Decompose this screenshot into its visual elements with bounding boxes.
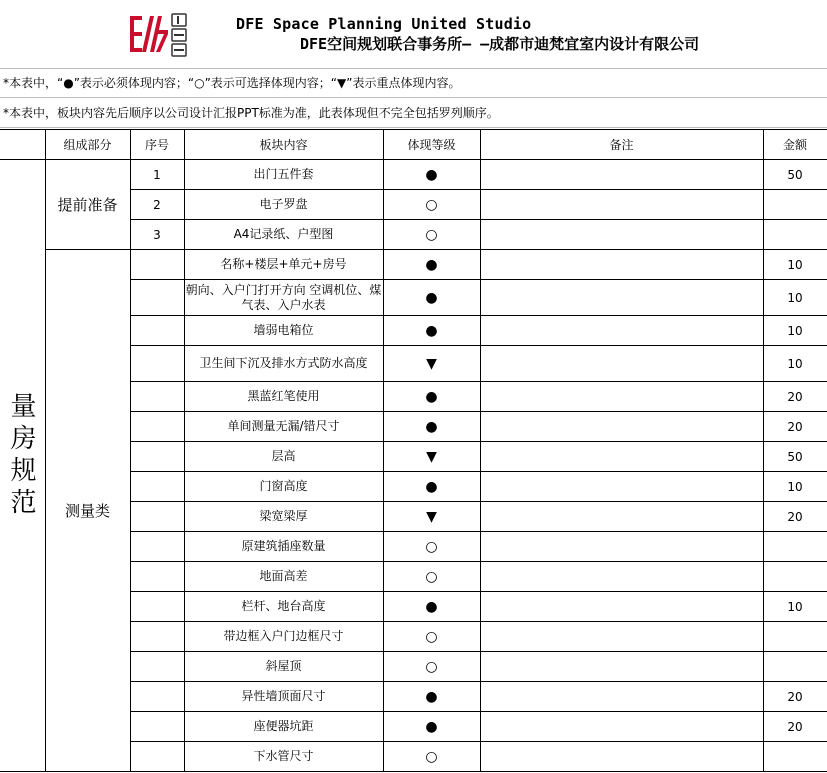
row-number xyxy=(130,382,184,412)
header-no: 序号 xyxy=(130,130,184,160)
row-grade: ● xyxy=(383,382,480,412)
header-remark: 备注 xyxy=(480,130,763,160)
row-grade: ▼ xyxy=(383,502,480,532)
row-content: 梁宽梁厚 xyxy=(184,502,383,532)
row-amount xyxy=(763,562,827,592)
row-content: 单间测量无漏/错尺寸 xyxy=(184,412,383,442)
row-grade: ○ xyxy=(383,220,480,250)
row-content: 原建筑插座数量 xyxy=(184,532,383,562)
row-content: 名称+楼层+单元+房号 xyxy=(184,250,383,280)
row-amount: 10 xyxy=(763,472,827,502)
row-grade: ○ xyxy=(383,562,480,592)
row-number: 2 xyxy=(130,190,184,220)
row-number xyxy=(130,472,184,502)
row-number xyxy=(130,652,184,682)
row-content: 带边框入户门边框尺寸 xyxy=(184,622,383,652)
row-grade: ● xyxy=(383,472,480,502)
row-content: 异性墙顶面尺寸 xyxy=(184,682,383,712)
row-amount xyxy=(763,190,827,220)
row-remark xyxy=(480,412,763,442)
row-amount: 10 xyxy=(763,250,827,280)
table-row xyxy=(0,250,827,280)
row-content: 卫生间下沉及排水方式防水高度 xyxy=(184,346,383,382)
row-content: 黑蓝红笔使用 xyxy=(184,382,383,412)
row-grade: ● xyxy=(383,316,480,346)
row-amount: 20 xyxy=(763,712,827,742)
order-note: *本表中，板块内容先后顺序以公司设计汇报PPT标准为准，此表体现但不完全包括罗列顺序。 xyxy=(0,99,827,128)
row-grade: ● xyxy=(383,250,480,280)
row-remark xyxy=(480,712,763,742)
row-grade: ● xyxy=(383,712,480,742)
row-content: 地面高差 xyxy=(184,562,383,592)
title-chinese: DFE空间规划联合事务所— —成都市迪梵宜室内设计有限公司 xyxy=(300,35,700,53)
table-body xyxy=(0,160,827,772)
row-remark xyxy=(480,190,763,220)
row-amount: 50 xyxy=(763,160,827,190)
row-number xyxy=(130,532,184,562)
header-amount: 金额 xyxy=(763,130,827,160)
row-remark xyxy=(480,280,763,316)
row-amount: 20 xyxy=(763,502,827,532)
row-remark xyxy=(480,562,763,592)
row-grade: ○ xyxy=(383,532,480,562)
row-content: 下水管尺寸 xyxy=(184,742,383,772)
row-grade: ● xyxy=(383,592,480,622)
row-remark xyxy=(480,442,763,472)
company-logo xyxy=(128,12,190,58)
row-remark xyxy=(480,502,763,532)
row-number xyxy=(130,442,184,472)
row-grade: ○ xyxy=(383,190,480,220)
header-content: 板块内容 xyxy=(184,130,383,160)
row-remark xyxy=(480,592,763,622)
row-remark xyxy=(480,220,763,250)
row-content: 栏杆、地台高度 xyxy=(184,592,383,622)
header-blank xyxy=(0,130,45,160)
row-grade: ○ xyxy=(383,652,480,682)
document-header xyxy=(0,0,827,69)
row-grade: ● xyxy=(383,682,480,712)
row-content: 墙弱电箱位 xyxy=(184,316,383,346)
row-amount xyxy=(763,622,827,652)
row-remark xyxy=(480,316,763,346)
header-part: 组成部分 xyxy=(45,130,130,160)
row-number xyxy=(130,742,184,772)
header-grade: 体现等级 xyxy=(383,130,480,160)
row-grade: ○ xyxy=(383,622,480,652)
row-amount: 20 xyxy=(763,412,827,442)
row-remark xyxy=(480,652,763,682)
row-remark xyxy=(480,472,763,502)
row-grade: ▼ xyxy=(383,346,480,382)
row-content: 层高 xyxy=(184,442,383,472)
row-amount xyxy=(763,220,827,250)
row-amount: 20 xyxy=(763,382,827,412)
row-amount xyxy=(763,532,827,562)
row-amount: 20 xyxy=(763,682,827,712)
section-title: 量房规范 xyxy=(0,160,45,772)
row-number xyxy=(130,622,184,652)
row-content: 斜屋顶 xyxy=(184,652,383,682)
row-number xyxy=(130,562,184,592)
row-number xyxy=(130,316,184,346)
group-name: 测量类 xyxy=(45,250,130,772)
row-remark xyxy=(480,682,763,712)
row-number xyxy=(130,712,184,742)
row-grade: ● xyxy=(383,280,480,316)
row-grade: ● xyxy=(383,160,480,190)
legend-note: *本表中，“●”表示必须体现内容；“○”表示可选择体现内容；“▼”表示重点体现内容。 xyxy=(0,69,827,98)
row-remark xyxy=(480,622,763,652)
row-content: 出门五件套 xyxy=(184,160,383,190)
row-number xyxy=(130,280,184,316)
row-number xyxy=(130,592,184,622)
title-english: DFE Space Planning United Studio xyxy=(236,15,532,33)
row-number xyxy=(130,346,184,382)
table-row xyxy=(0,160,827,190)
group-name: 提前准备 xyxy=(45,160,130,250)
row-amount xyxy=(763,742,827,772)
row-remark xyxy=(480,742,763,772)
row-remark xyxy=(480,346,763,382)
spec-table xyxy=(0,129,827,772)
row-content: 电子罗盘 xyxy=(184,190,383,220)
row-number xyxy=(130,250,184,280)
row-number: 3 xyxy=(130,220,184,250)
row-number: 1 xyxy=(130,160,184,190)
row-amount: 10 xyxy=(763,280,827,316)
row-amount: 10 xyxy=(763,346,827,382)
row-amount xyxy=(763,652,827,682)
row-grade: ○ xyxy=(383,742,480,772)
table-header-row xyxy=(0,130,827,160)
row-remark xyxy=(480,160,763,190)
row-remark xyxy=(480,250,763,280)
row-number xyxy=(130,682,184,712)
row-amount: 10 xyxy=(763,592,827,622)
row-content: 座便器坑距 xyxy=(184,712,383,742)
row-number xyxy=(130,412,184,442)
row-content: A4记录纸、户型图 xyxy=(184,220,383,250)
row-amount: 50 xyxy=(763,442,827,472)
row-content: 朝向、入户门打开方向 空调机位、煤气表、入户水表 xyxy=(184,280,383,316)
row-grade: ● xyxy=(383,412,480,442)
row-number xyxy=(130,502,184,532)
row-remark xyxy=(480,532,763,562)
row-amount: 10 xyxy=(763,316,827,346)
row-grade: ▼ xyxy=(383,442,480,472)
row-remark xyxy=(480,382,763,412)
row-content: 门窗高度 xyxy=(184,472,383,502)
